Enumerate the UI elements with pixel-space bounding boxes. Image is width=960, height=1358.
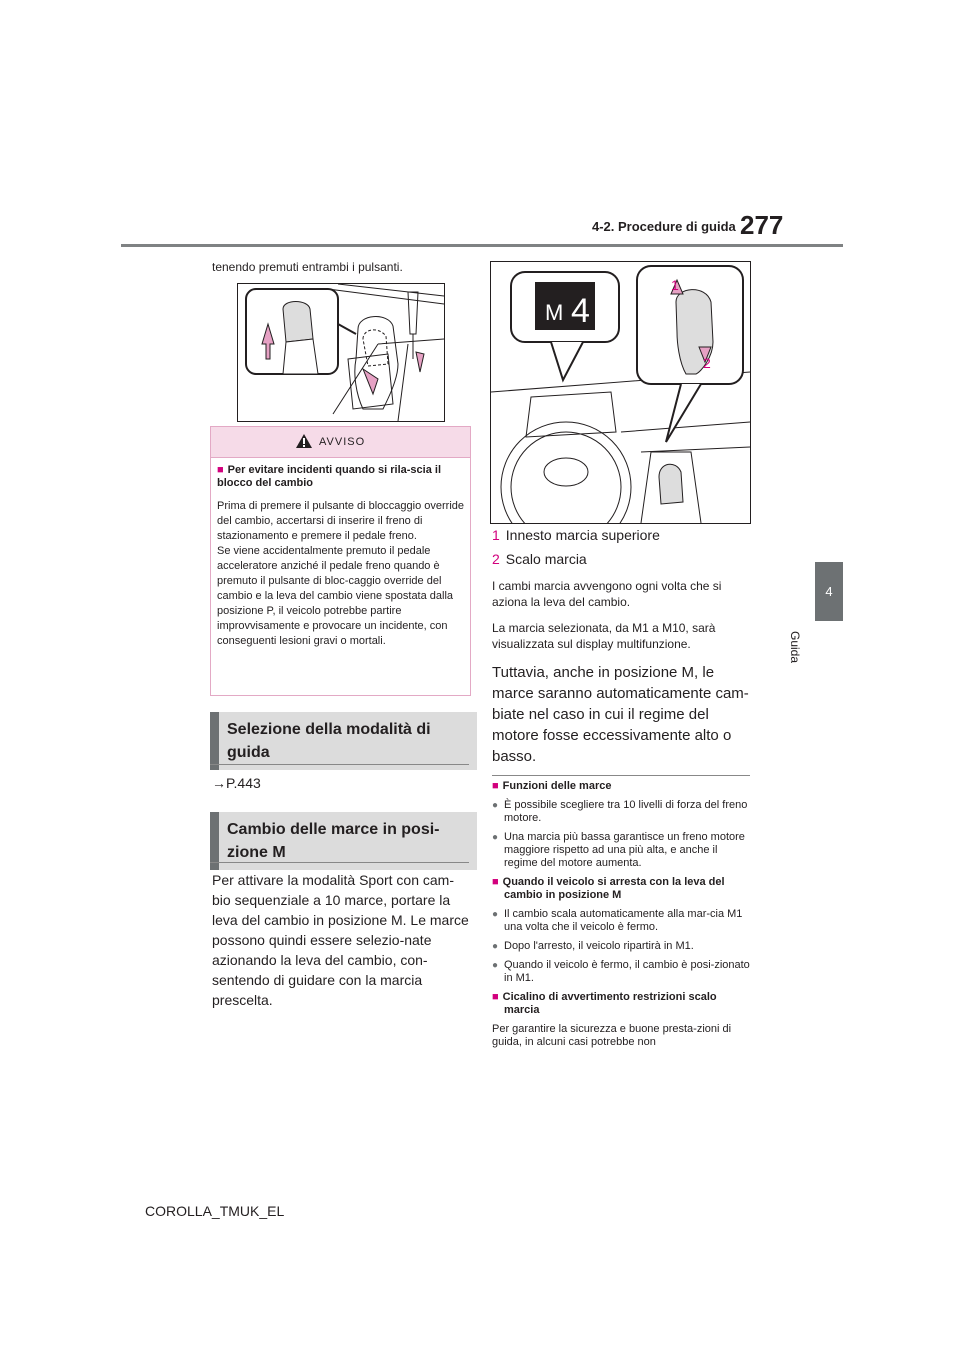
note-heading [492, 780, 754, 793]
legend-label-1: Innesto marcia superiore [505, 527, 660, 543]
legend-item-2 [492, 551, 587, 567]
square-bullet-icon: ■ [217, 464, 224, 476]
legend-num-1: 1 [492, 527, 500, 543]
paragraph-auto-change: Tuttavia, anche in posizione M, le marce saranno automaticamente cam-biate nel caso in cui il regime del motore fosse eccessivamente alto o basso. [492, 664, 749, 765]
legend-item-1 [492, 527, 660, 543]
note-paragraph: Per garantire la sicurezza e buone presta-zioni di guida, in alcuni casi potrebbe non [492, 1023, 732, 1048]
note-heading-text: Quando il veicolo si arresta con la leva del cambio in posizione M [502, 876, 725, 901]
display-gear-number: 4 [571, 292, 590, 330]
note-heading-text: Cicalino di avvertimento restrizioni scalo marcia [502, 991, 717, 1016]
shift-lock-illustration [237, 283, 445, 422]
m-mode-illustration [490, 261, 751, 524]
display-m-label: M [545, 300, 564, 325]
list-item: ● Dopo l'arresto, il veicolo ripartirà in M1. [492, 940, 754, 953]
list-item: ● Quando il veicolo è fermo, il cambio è posi-zionato in M1. [492, 959, 754, 985]
heading-drive-mode [210, 712, 477, 770]
page-number: 277 [740, 210, 784, 240]
notes-section [492, 780, 754, 1055]
paragraph-shift-each: I cambi marcia avvengono ogni volta che si aziona la leva del cambio. [492, 579, 722, 609]
chapter-label-text: Guida [788, 631, 802, 664]
header-rule [121, 244, 843, 247]
note-heading [492, 991, 754, 1017]
note-heading-text: Funzioni delle marce [502, 780, 612, 792]
arrow-1-label: 1 [671, 277, 679, 293]
warning-box [210, 426, 471, 696]
arrow-2-label: 2 [703, 355, 711, 371]
warning-header [211, 427, 470, 458]
divider [492, 775, 750, 776]
document-code: COROLLA_TMUK_EL [145, 1203, 285, 1219]
warning-body: Prima di premere il pulsante di bloccaggio override del cambio, accertarsi di inserire il freno di stazionamento e premere il pedale freno. Se viene accidentalmente premuto il pedale acceleratore anziché il pedale freno quando è premuto il pulsante di bloc-caggio override del cambio e la leva del cambio viene spostata dalla posizione P, il veicolo potrebbe partire improvvisamente e provocare un incidente, con conseguenti lesioni gravi o mortali. [217, 500, 465, 647]
note-heading [492, 876, 754, 902]
divider [210, 764, 469, 765]
list-item: ● Una marcia più bassa garantisce un freno motore maggiore rispetto ad una più alta, e anche il regime del motore aumenta. [492, 831, 754, 870]
paragraph-display: La marcia selezionata, da M1 a M10, sarà visualizzata sul display multifunzione. [492, 621, 716, 651]
heading-m-mode-text: Cambio delle marce in posi-zione M [227, 821, 440, 861]
chapter-number: 4 [825, 584, 833, 599]
warning-triangle-icon [295, 433, 313, 449]
square-bullet-icon: ■ [492, 876, 499, 888]
shift-lock-drawing [238, 284, 444, 421]
square-bullet-icon: ■ [492, 991, 499, 1003]
divider [210, 862, 469, 863]
warning-subtitle [217, 464, 463, 490]
legend-label-2: Scalo marcia [505, 551, 587, 567]
warning-subtitle-text: Per evitare incidenti quando si rila-scia il blocco del cambio [217, 464, 442, 489]
list-item: ● È possibile scegliere tra 10 livelli di forza del freno motore. [492, 799, 754, 825]
chapter-label [790, 625, 870, 685]
heading-drive-mode-text: Selezione della modalità di guida [227, 721, 431, 761]
warning-title: AVVISO [319, 436, 366, 448]
list-item: ● Il cambio scala automaticamente alla mar-cia M1 una volta che il veicolo è fermo. [492, 908, 754, 934]
m-mode-paragraph: Per attivare la modalità Sport con cam-bio sequenziale a 10 marce, portare la leva del cambio in posizione M. Le marce possono quindi essere selezio-nate azionando la leva del cambio, con-sentendo di guidare con la marcia prescelta. [212, 872, 469, 1008]
square-bullet-icon: ■ [492, 780, 499, 792]
cockpit-drawing [491, 262, 750, 523]
section-title: 4-2. Procedure di guida [592, 219, 736, 234]
page-reference-link[interactable]: →P.443 [212, 775, 261, 791]
chapter-tab [815, 562, 843, 621]
intro-text: tenendo premuti entrambi i pulsanti. [212, 260, 403, 274]
legend-num-2: 2 [492, 551, 500, 567]
